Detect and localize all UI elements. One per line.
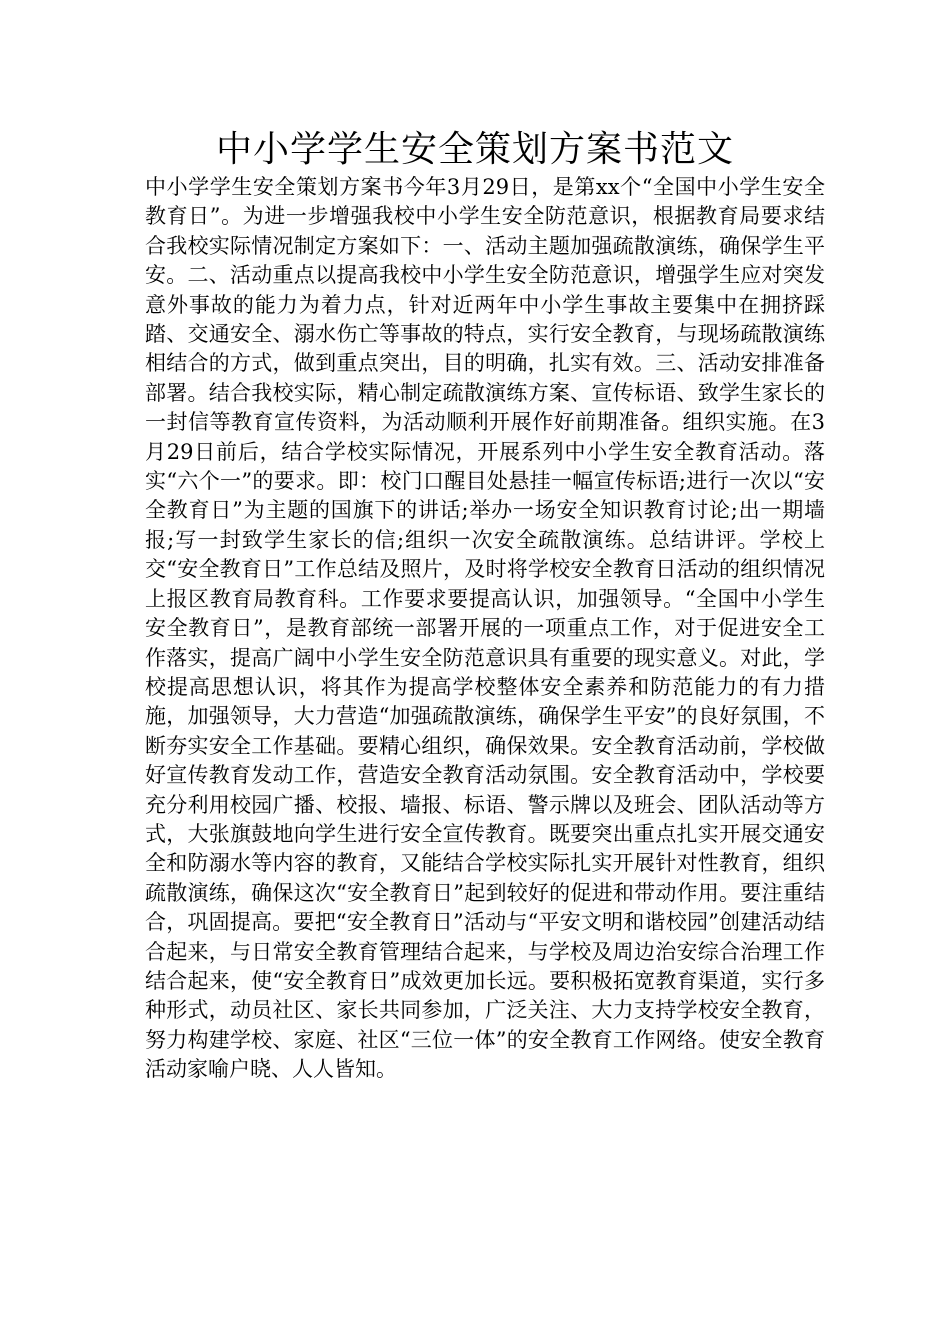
document-title: 中小学学生安全策划方案书范文 (215, 129, 734, 170)
document-body: 中小学学生安全策划方案书今年3月29日，是第xx个“全国中小学生安全教育日”。为进一步增强我校中小学生安全防范意识，根据教育局要求结合我校实际情况制定方案如下：一、活动主题加强疏散演练，确保学生平安。二、活动重点以提高我校中小学生安全防范意识，增强学生应对突发意外事故的能力为着力点，针对近两年中小学生事故主要集中在拥挤踩踏、交通安全、溺水伤亡等事故的特点，实行安全教育，与现场疏散演练相结合的方式，做到重点突出，目的明确，扎实有效。三、活动安排准备部署。结合我校实际，精心制定疏散演练方案、宣传标语、致学生家长的一封信等教育宣传资料，为活动顺利开展作好前期准备。组织实施。在3月29日前后，结合学校实际情况，开展系列中小学生安全教育活动。落实“六个一”的要求。即：校门口醒目处悬挂一幅宣传标语;进行一次以“安全教育日”为主题的国旗下的讲话;举办一场安全知识教育讨论;出一期墙报;写一封致学生家长的信;组织一次安全疏散演练。总结讲评。学校上交“安全教育日”工作总结及照片，及时将学校安全教育日活动的组织情况上报区教育局教育科。工作要求要提高认识，加强领导。“全国中小学生安全教育日”，是教育部统一部署开展的一项重点工作，对于促进安全工作落实，提高广阔中小学生安全防范意识具有重要的现实意义。对此，学校提高思想认识，将其作为提高学校整体安全素养和防范能力的有力措施，加强领导，大力营造“加强疏散演练，确保学生平安”的良好氛围，不断夯实安全工作基础。要精心组织，确保效果。安全教育活动前，学校做好宣传教育发动工作，营造安全教育活动氛围。安全教育活动中，学校要充分利用校园广播、校报、墙报、标语、警示牌以及班会、团队活动等方式，大张旗鼓地向学生进行安全宣传教育。既要突出重点扎实开展交通安全和防溺水等内容的教育，又能结合学校实际扎实开展针对性教育，组织疏散演练，确保这次“安全教育日”起到较好的促进和带动作用。要注重结合，巩固提高。要把“安全教育日”活动与“平安文明和谐校园”创建活动结合起来，与日常安全教育管理结合起来，与学校及周边治安综合治理工作结合起来，使“安全教育日”成效更加长远。要积极拓宽教育渠道，实行多种形式，动员社区、家长共同参加，广泛关注、大力支持学校安全教育，努力构建学校、家庭、社区“三位一体”的安全教育工作网络。使安全教育活动家喻户晓、人人皆知。 (145, 175, 825, 1082)
